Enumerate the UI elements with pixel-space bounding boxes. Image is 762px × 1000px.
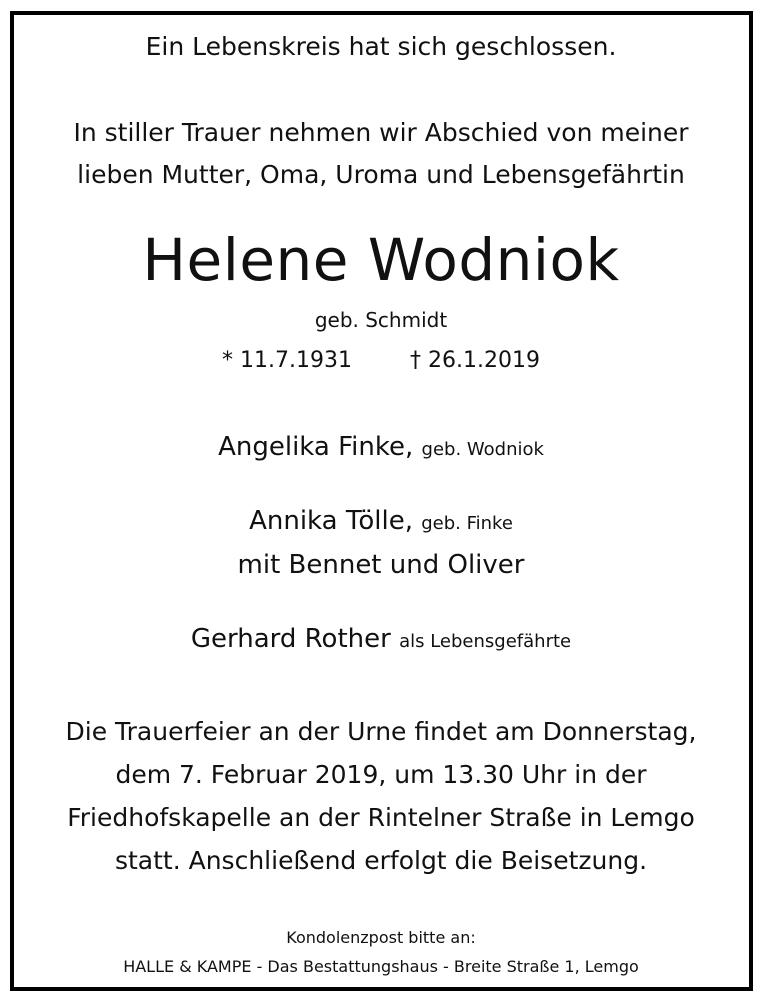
family-member-2-extra: mit Bennet und Oliver (237, 550, 525, 580)
notice-border (10, 11, 753, 991)
birth-name: geb. Schmidt (314, 308, 448, 332)
mourning-text-line-2: lieben Mutter, Oma, Uroma und Lebensgefährtin (77, 160, 685, 189)
birth-date: * 11.7.1931 (222, 348, 352, 373)
deceased-name: Helene Wodniok (142, 226, 620, 294)
ceremony-text-line-2: dem 7. Februar 2019, um 13.30 Uhr in der (115, 760, 647, 789)
family-member-note: geb. Finke (421, 513, 513, 534)
life-dates (0, 348, 762, 373)
family-member-3 (0, 624, 762, 654)
ceremony-text-line-3: Friedhofskapelle an der Rintelner Straße in Lemgo (67, 803, 695, 832)
family-member-note: geb. Wodniok (421, 439, 544, 460)
death-date: † 26.1.2019 (410, 348, 540, 373)
family-member-name: Gerhard Rother (190, 624, 391, 654)
condolence-label: Kondolenzpost bitte an: (286, 928, 476, 947)
family-member-note: als Lebensgefährte (399, 631, 572, 652)
family-member-name: Annika Tölle, (249, 506, 413, 536)
mourning-text-line-1: In stiller Trauer nehmen wir Abschied von meiner (73, 118, 689, 147)
intro-text: Ein Lebenskreis hat sich geschlossen. (145, 32, 617, 61)
family-member-2 (0, 506, 762, 536)
family-member-1 (0, 432, 762, 462)
ceremony-text-line-4: statt. Anschließend erfolgt die Beisetzung. (114, 846, 648, 875)
family-member-name: Angelika Finke, (218, 432, 414, 462)
funeral-home-address: HALLE & KAMPE - Das Bestattungshaus - Breite Straße 1, Lemgo (123, 957, 639, 976)
ceremony-text-line-1: Die Trauerfeier an der Urne findet am Donnerstag, (65, 717, 697, 746)
